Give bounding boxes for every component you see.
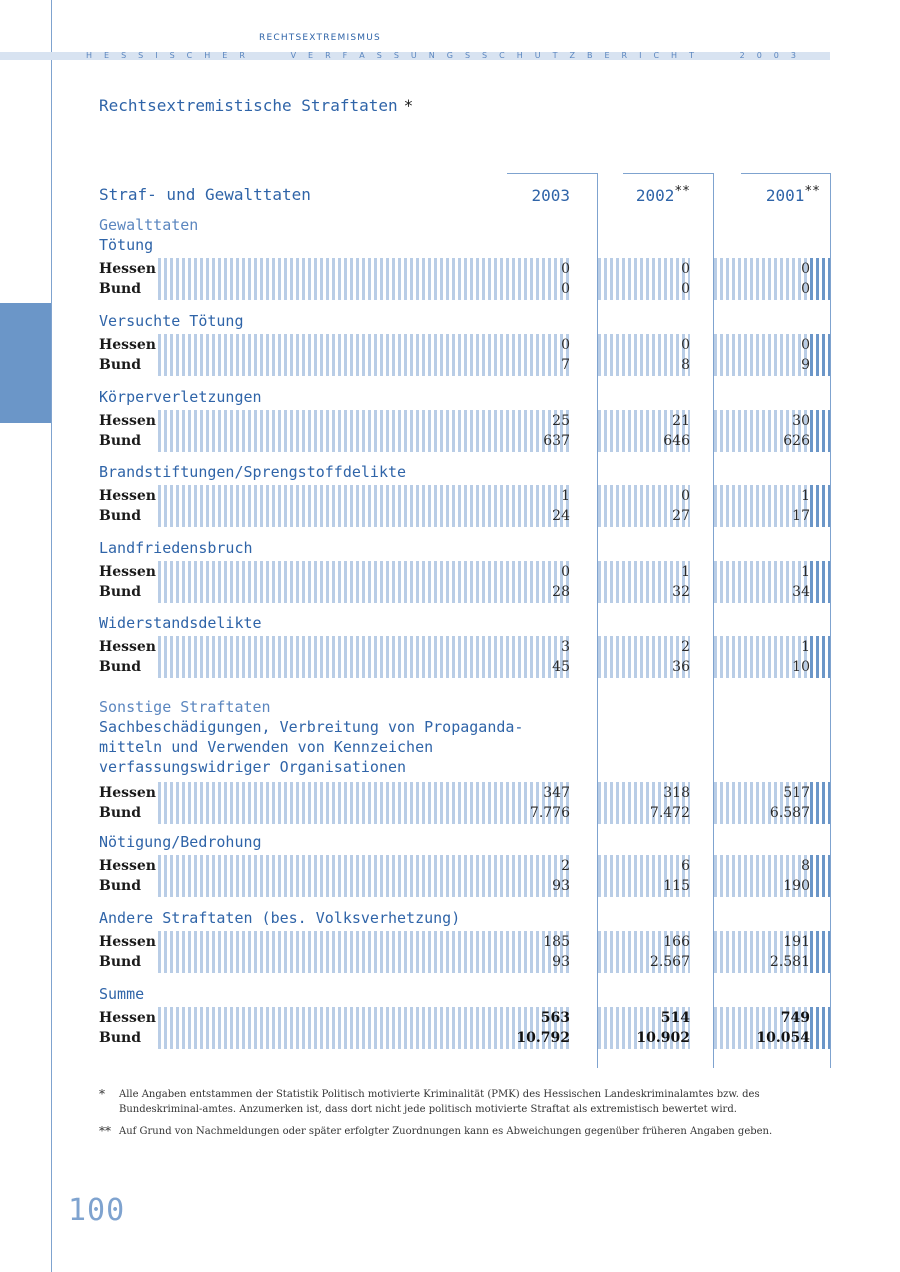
row-stripe-end <box>810 485 830 527</box>
row-label-hessen: Hessen <box>99 858 156 874</box>
row-label-bund: Bund <box>99 584 141 600</box>
row-label-bund: Bund <box>99 508 141 524</box>
table-cell: 166 <box>663 934 690 950</box>
category-heading: Widerstandsdelikte <box>99 614 262 632</box>
table-cell: 34 <box>792 584 810 600</box>
table-cell: 1 <box>801 639 810 655</box>
row-label-hessen: Hessen <box>99 639 156 655</box>
footnote-2 <box>99 1124 809 1139</box>
page-title-text: Rechtsextremistische Straftaten <box>99 96 398 115</box>
table-cell: 0 <box>561 337 570 353</box>
table-cell: 517 <box>783 785 810 801</box>
table-cell: 318 <box>663 785 690 801</box>
row-label-hessen: Hessen <box>99 934 156 950</box>
table-cell: 637 <box>543 433 570 449</box>
category-heading: Versuchte Tötung <box>99 312 244 330</box>
table-cell: 27 <box>672 508 690 524</box>
table-cell: 115 <box>663 878 690 894</box>
table-cell: 10.054 <box>756 1030 810 1046</box>
left-margin-line <box>51 0 52 1272</box>
row-stripe-end <box>810 782 830 824</box>
year-header-2003: 2003 <box>531 186 570 205</box>
table-cell: 36 <box>672 659 690 675</box>
category-heading: Andere Straftaten (bes. Volksverhetzung) <box>99 909 461 927</box>
table-cell: 1 <box>561 488 570 504</box>
table-cell: 0 <box>801 337 810 353</box>
row-stripe-end <box>810 258 830 300</box>
category-heading: Landfriedensbruch <box>99 539 253 557</box>
row-stripe-end <box>810 410 830 452</box>
footnote-mark: ** <box>99 1124 111 1138</box>
table-cell: 1 <box>801 488 810 504</box>
table-cell: 749 <box>780 1010 810 1026</box>
row-label-bund: Bund <box>99 433 141 449</box>
table-cell: 185 <box>543 934 570 950</box>
table-cell: 28 <box>552 584 570 600</box>
table-cell: 8 <box>681 357 690 373</box>
header-band-mid: V E R F A S S U N G S S C H U T Z B E R I C H T <box>290 51 694 60</box>
table-cell: 2.581 <box>769 954 810 970</box>
table-cell: 93 <box>552 878 570 894</box>
category-heading: Summe <box>99 985 145 1003</box>
table-cell: 514 <box>660 1010 690 1026</box>
table-cell: 8 <box>801 858 810 874</box>
row-label-hessen: Hessen <box>99 413 156 429</box>
table-cell: 1 <box>801 564 810 580</box>
table-cell: 7.776 <box>529 805 570 821</box>
table-cell: 0 <box>561 261 570 277</box>
row-label-hessen: Hessen <box>99 337 156 353</box>
table-cell: 0 <box>681 281 690 297</box>
table-cell: 191 <box>783 934 810 950</box>
table-cell: 10.792 <box>516 1030 570 1046</box>
table-cell: 2 <box>681 639 690 655</box>
row-stripe-end <box>810 931 830 973</box>
table-cell: 347 <box>543 785 570 801</box>
page-title <box>99 96 413 115</box>
table-cell: 7.472 <box>649 805 690 821</box>
category-heading: Brandstiftungen/Sprengstoffdelikte <box>99 463 407 481</box>
table-cell: 3 <box>561 639 570 655</box>
category-heading: Sachbeschädigungen, Verbreitung von Propaganda- <box>99 718 524 736</box>
table-cell: 646 <box>663 433 690 449</box>
section-label: Straf- und Gewalttaten <box>99 185 311 204</box>
table-cell: 7 <box>561 357 570 373</box>
table-cell: 30 <box>792 413 810 429</box>
table-cell: 2.567 <box>649 954 690 970</box>
table-cell: 0 <box>561 564 570 580</box>
row-label-bund: Bund <box>99 357 141 373</box>
row-stripe-end <box>810 561 830 603</box>
group-heading-sonstige: Sonstige Straftaten <box>99 698 271 716</box>
side-tab-block <box>0 303 51 423</box>
table-cell: 6 <box>681 858 690 874</box>
row-label-hessen: Hessen <box>99 261 156 277</box>
table-cell: 6.587 <box>769 805 810 821</box>
header-band-right: 2 0 0 3 <box>739 51 796 60</box>
table-cell: 32 <box>672 584 690 600</box>
row-label-hessen: Hessen <box>99 1010 156 1026</box>
table-cell: 626 <box>783 433 810 449</box>
table-cell: 0 <box>561 281 570 297</box>
table-cell: 190 <box>783 878 810 894</box>
table-cell: 45 <box>552 659 570 675</box>
row-stripe-end <box>810 855 830 897</box>
header-band-left: H E S S I S C H E R <box>86 51 245 60</box>
row-label-hessen: Hessen <box>99 785 156 801</box>
table-cell: 10.902 <box>636 1030 690 1046</box>
footnote-mark: * <box>99 1087 105 1101</box>
row-stripe-end <box>810 1007 830 1049</box>
table-cell: 0 <box>801 281 810 297</box>
row-label-bund: Bund <box>99 659 141 675</box>
year-header-2001: 2001** <box>765 184 820 205</box>
table-cell: 0 <box>801 261 810 277</box>
category-heading: Körperverletzungen <box>99 388 262 406</box>
title-footnote-mark: * <box>403 96 414 115</box>
chapter-header: RECHTSEXTREMISMUS <box>259 33 381 43</box>
category-heading: Nötigung/Bedrohung <box>99 833 262 851</box>
footnote-text: Alle Angaben entstammen der Statistik Politisch motivierte Kriminalität (PMK) des Hessischen Landeskriminalamtes bzw. des Bundeskriminal-amtes. Anzumerken ist, dass dort nicht jede politisch motivierte Straftat als extremistisch bewertet wird. <box>119 1089 760 1115</box>
row-label-bund: Bund <box>99 281 141 297</box>
table-cell: 17 <box>792 508 810 524</box>
table-cell: 24 <box>552 508 570 524</box>
page-number: 100 <box>68 1193 126 1228</box>
table-cell: 25 <box>552 413 570 429</box>
table-cell: 0 <box>681 337 690 353</box>
row-label-hessen: Hessen <box>99 488 156 504</box>
table-cell: 2 <box>561 858 570 874</box>
year-header-2002: 2002** <box>635 184 690 205</box>
table-cell: 0 <box>681 261 690 277</box>
row-label-bund: Bund <box>99 1030 141 1046</box>
header-band-text <box>86 50 796 62</box>
table-cell: 1 <box>681 564 690 580</box>
table-cell: 563 <box>540 1010 570 1026</box>
table-cell: 10 <box>792 659 810 675</box>
footnote-1 <box>99 1087 809 1117</box>
table-cell: 0 <box>681 488 690 504</box>
footnote-text: Auf Grund von Nachmeldungen oder später erfolgter Zuordnungen kann es Abweichungen gegenüber früheren Angaben geben. <box>119 1126 773 1137</box>
row-label-hessen: Hessen <box>99 564 156 580</box>
category-heading: Tötung <box>99 236 154 254</box>
row-stripe-end <box>810 636 830 678</box>
row-label-bund: Bund <box>99 878 141 894</box>
row-label-bund: Bund <box>99 954 141 970</box>
category-heading: verfassungswidriger Organisationen <box>99 758 407 776</box>
row-stripe-end <box>810 334 830 376</box>
group-heading-gewalttaten: Gewalttaten <box>99 216 199 234</box>
table-cell: 9 <box>801 357 810 373</box>
table-cell: 93 <box>552 954 570 970</box>
row-label-bund: Bund <box>99 805 141 821</box>
table-cell: 21 <box>672 413 690 429</box>
category-heading: mitteln und Verwenden von Kennzeichen <box>99 738 434 756</box>
